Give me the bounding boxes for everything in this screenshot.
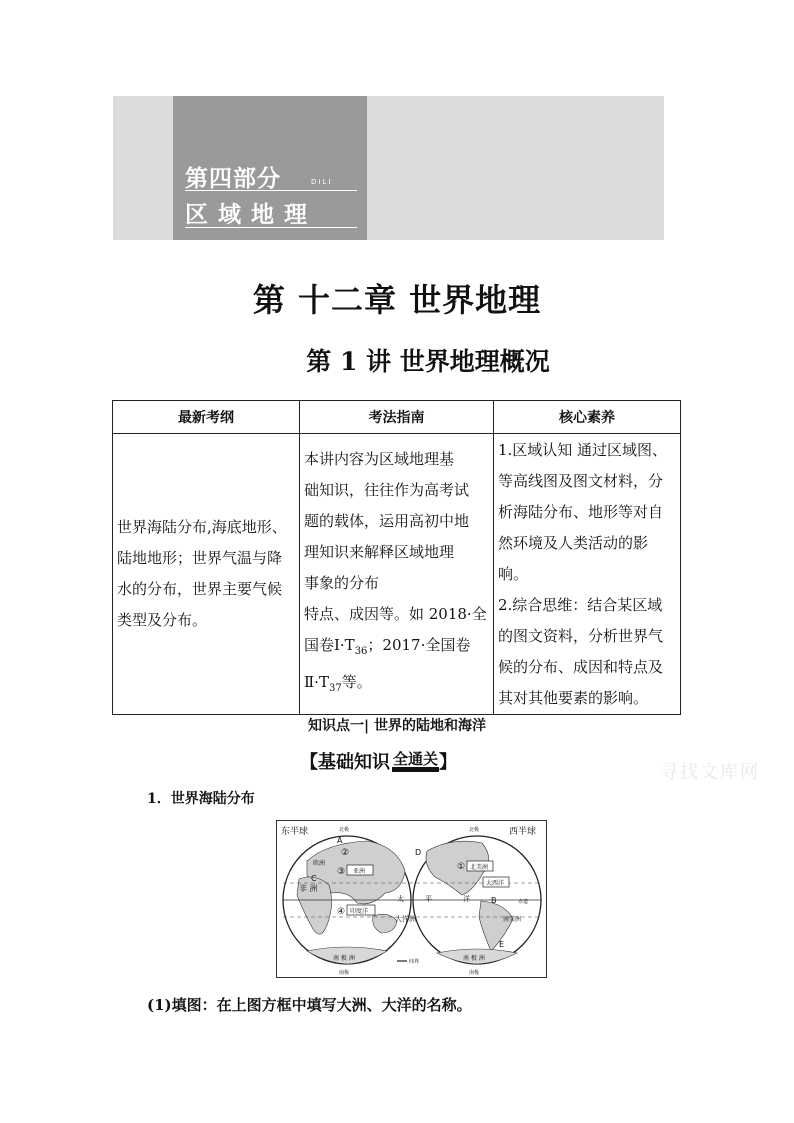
asia-label: 亚洲: [353, 868, 366, 875]
marker-3: ③: [337, 867, 346, 877]
south-america-label: 南美洲: [503, 916, 522, 923]
cell-text: 等高线图及图文材料，分: [497, 471, 663, 490]
part-title: 第四部分: [185, 166, 281, 192]
cell-text: 理知识来解释区域地理: [303, 543, 454, 561]
competency-cell: [493, 434, 680, 715]
cell-text: 本讲内容为区域地理基: [303, 450, 454, 468]
cell-text: [304, 630, 489, 667]
letter-b: B: [491, 896, 497, 905]
antarctica-label: 南 极 洲: [463, 955, 485, 962]
subscript: 36: [354, 646, 368, 657]
badge-close: 】: [439, 752, 458, 773]
watermark: 寻找文库网: [660, 762, 760, 783]
south-pole-label: 南极: [469, 970, 480, 976]
cell-text: 其对其他要素的影响。: [497, 688, 648, 707]
part-banner: [113, 96, 664, 240]
west-hemisphere-label: 西半球: [509, 827, 537, 837]
cell-text-part: 国卷Ⅰ·T: [303, 636, 355, 654]
table-header-row: [113, 401, 681, 434]
letter-a: A: [337, 836, 343, 845]
antarctica-label: 南 极 洲: [333, 955, 355, 962]
pacific-label: 太: [397, 895, 404, 903]
method-cell: [299, 434, 493, 715]
atlantic-label: 大西洋: [486, 880, 505, 887]
cell-text: 候的分布、成因和特点及: [497, 657, 663, 676]
table-header: 考法指南: [299, 401, 493, 434]
east-hemisphere-label: 东半球: [281, 827, 309, 837]
cell-text: 水的分布，世界主要气候: [117, 580, 283, 598]
indian-ocean-label: 印度洋: [350, 908, 369, 915]
cell-text: 陆地地形；世界气温与降: [117, 549, 283, 567]
north-america-label: 北美洲: [470, 864, 489, 871]
table-row: [113, 434, 681, 715]
badge-open: 【基础知识: [300, 752, 390, 773]
syllabus-cell: [113, 434, 300, 715]
world-map-svg: [277, 821, 548, 979]
cell-text: 析海陆分布、地形等对自: [497, 502, 663, 521]
letter-e: E: [499, 940, 505, 949]
cell-text: 特点、成因等。如 2018·全: [303, 605, 487, 623]
south-pole-label: 南极: [339, 970, 350, 976]
cell-text-part: ；2017·全国卷: [367, 636, 471, 654]
equator-label: 赤道: [518, 899, 529, 905]
marker-1: ①: [457, 862, 466, 872]
part-pinyin: DILI: [311, 178, 333, 186]
section-title: 1．世界海陆分布: [147, 791, 255, 807]
cell-text: 2.综合思维：结合某区域: [497, 595, 663, 614]
table-header: 最新考纲: [113, 401, 300, 434]
pacific-label: 洋: [463, 895, 470, 903]
north-pole-label: 北极: [469, 827, 480, 833]
cell-text-part: 等。: [341, 673, 372, 691]
north-pole-label: 北极: [339, 827, 350, 833]
letter-d: D: [415, 848, 422, 857]
cell-text: 然环境及人类活动的影: [497, 533, 648, 552]
part-banner-tab: [173, 96, 367, 240]
cell-text-part: Ⅱ·T: [303, 673, 329, 691]
knowledge-point-title: 知识点一| 世界的陆地和海洋: [308, 718, 486, 734]
letter-c: C: [311, 874, 317, 883]
africa-label: 非 洲: [299, 884, 318, 893]
badge-chip: 全通关: [392, 751, 439, 772]
chapter-title: 第 十二章 世界地理: [252, 281, 542, 319]
europe-label: 欧洲: [313, 860, 326, 867]
cell-text: 的图文资料，分析世界气: [497, 626, 663, 645]
world-map-figure: [276, 820, 547, 978]
cell-text: 题的载体，运用高初中地: [303, 512, 469, 530]
cell-text: 1.区域认知 通过区域图、: [497, 440, 668, 459]
marker-2: ②: [341, 848, 350, 858]
fill-instruction: (1)填图：在上图方框中填写大洲、大洋的名称。: [147, 996, 472, 1014]
legend-label: 纬界: [409, 959, 420, 965]
cell-text: [304, 667, 489, 704]
syllabus-table: [112, 400, 681, 715]
cell-text: 事象的分布: [303, 574, 379, 592]
banner-divider: [185, 227, 357, 228]
part-subtitle: 区域地理: [185, 202, 317, 228]
pacific-label: 平: [425, 895, 432, 903]
table-header: 核心素养: [493, 401, 680, 434]
subscript: 37: [328, 683, 342, 694]
cell-text: 响。: [497, 564, 528, 583]
marker-4: ④: [337, 907, 346, 917]
cell-text: 础知识，往往作为高考试: [303, 481, 469, 499]
lecture-title: 第 1 讲 世界地理概况: [306, 347, 550, 376]
cell-text: 世界海陆分布,海底地形、: [117, 518, 287, 536]
cell-text: 类型及分布。: [117, 611, 208, 629]
banner-divider: [185, 190, 357, 191]
basic-knowledge-badge: [300, 748, 457, 774]
oceania-label: 大洋洲: [395, 915, 416, 923]
